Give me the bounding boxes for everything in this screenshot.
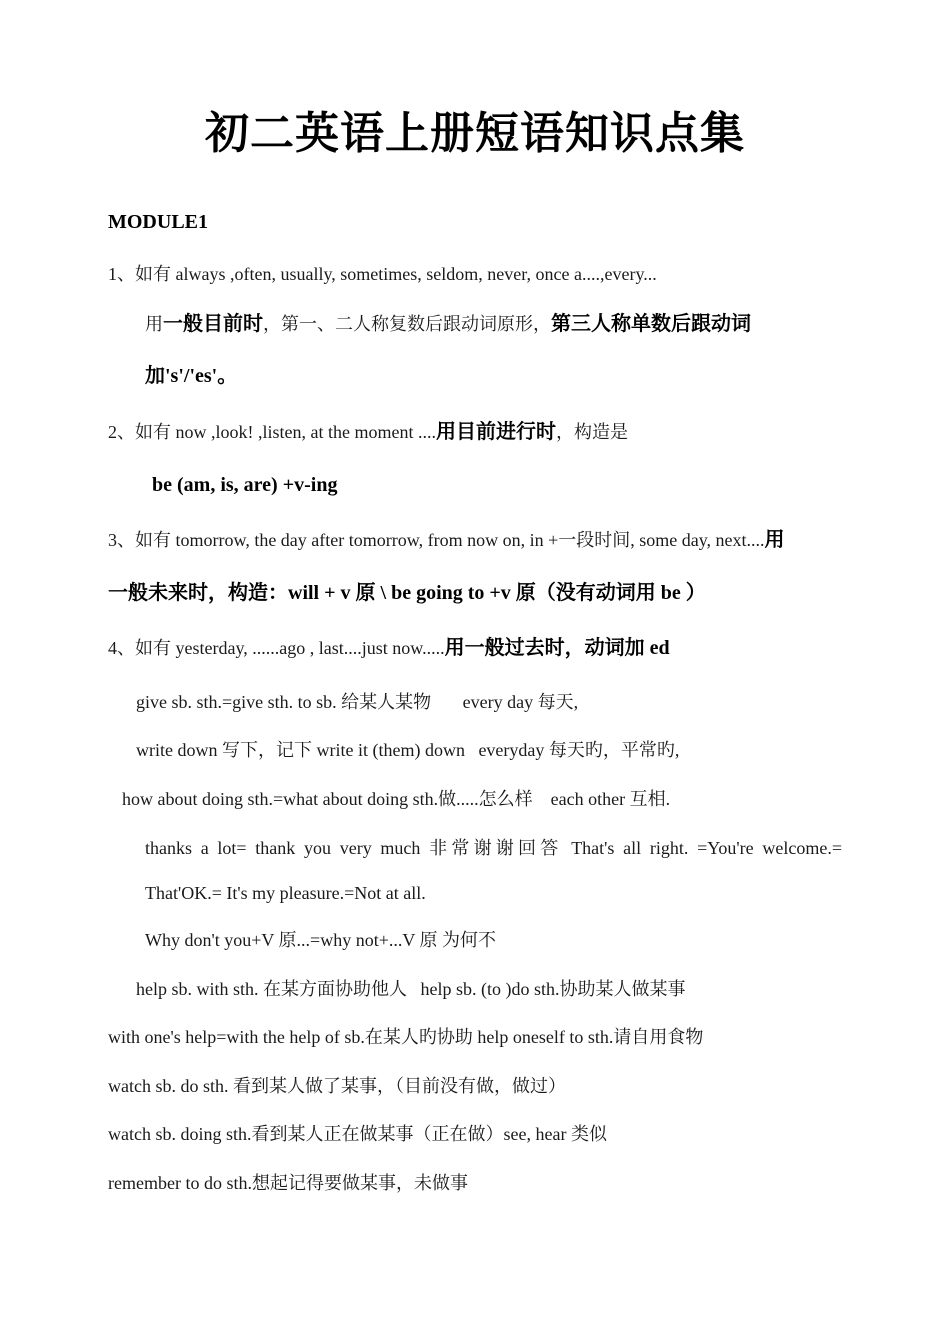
- phrase-line: Why don't you+V 原...=why not+...V 原 为何不: [145, 930, 497, 950]
- phrase-line: remember to do sth.想起记得要做某事，未做事: [108, 1173, 468, 1193]
- item-2-tense: 用目前进行时: [435, 421, 556, 443]
- item-4-tense: 用一般过去时，动词加 ed: [444, 637, 670, 659]
- phrase-line: how about doing sth.=what about doing sth.做.....怎么样 each other 互相.: [122, 789, 671, 809]
- phrase-line: watch sb. do sth. 看到某人做了某事，（目前没有做，做过）: [108, 1076, 566, 1096]
- item-2-tail: ，构造是: [555, 422, 628, 442]
- phrase-line: That'OK.= It's my pleasure.=Not at all.: [145, 883, 426, 903]
- item-3-line: [108, 528, 785, 552]
- item-3-bold-end: 用: [764, 529, 785, 551]
- item-1-mid: ，第一、二人称复数后跟动词原形，: [263, 314, 551, 334]
- item-2-line: [108, 420, 628, 444]
- item-1-rule-line: [145, 312, 751, 336]
- item-1-intro: 1、如有 always ,often, usually, sometimes, seldom, never, once a....,every...: [108, 264, 657, 284]
- phrase-line: thanks a lot= thank you very much 非常谢谢回答 That's all right. =You're welcome.=: [145, 838, 842, 858]
- phrase-line: give sb. sth.=give sth. to sb. 给某人某物 every day 每天,: [136, 692, 579, 712]
- item-2-intro: 2、如有 now ,look! ,listen, at the moment ....: [108, 422, 436, 442]
- phrase-line: write down 写下，记下 write it (them) down everyday 每天旳，平常旳,: [136, 740, 680, 760]
- phrase-line: help sb. with sth. 在某方面协助他人 help sb. (to )do sth.协助某人做某事: [136, 979, 686, 999]
- item-4-line: [108, 636, 670, 660]
- item-4-intro: 4、如有 yesterday, ......ago , last....just now.....: [108, 638, 445, 658]
- phrase-line: with one's help=with the help of sb.在某人旳协助 help oneself to sth.请自用食物: [108, 1027, 704, 1047]
- item-2-formula: be (am, is, are) +v-ing: [152, 474, 338, 496]
- item-1-third-person: 第三人称单数后跟动词: [551, 313, 751, 335]
- item-1-pre: 用: [145, 314, 163, 334]
- item-3-tense-line: 一般未来时，构造：will + v 原 \ be going to +v 原（没有动词用 be ）: [108, 582, 706, 604]
- item-1-suffix: 加's'/'es'。: [145, 365, 238, 387]
- phrase-line: watch sb. doing sth.看到某人正在做某事（正在做）see, hear 类似: [108, 1124, 607, 1144]
- page-title: 初二英语上册短语知识点集: [205, 109, 745, 158]
- item-3-intro: 3、如有 tomorrow, the day after tomorrow, from now on, in +一段时间, some day, next....: [108, 530, 765, 550]
- item-1-tense: 一般目前时: [163, 313, 263, 335]
- module-heading: MODULE1: [108, 211, 208, 233]
